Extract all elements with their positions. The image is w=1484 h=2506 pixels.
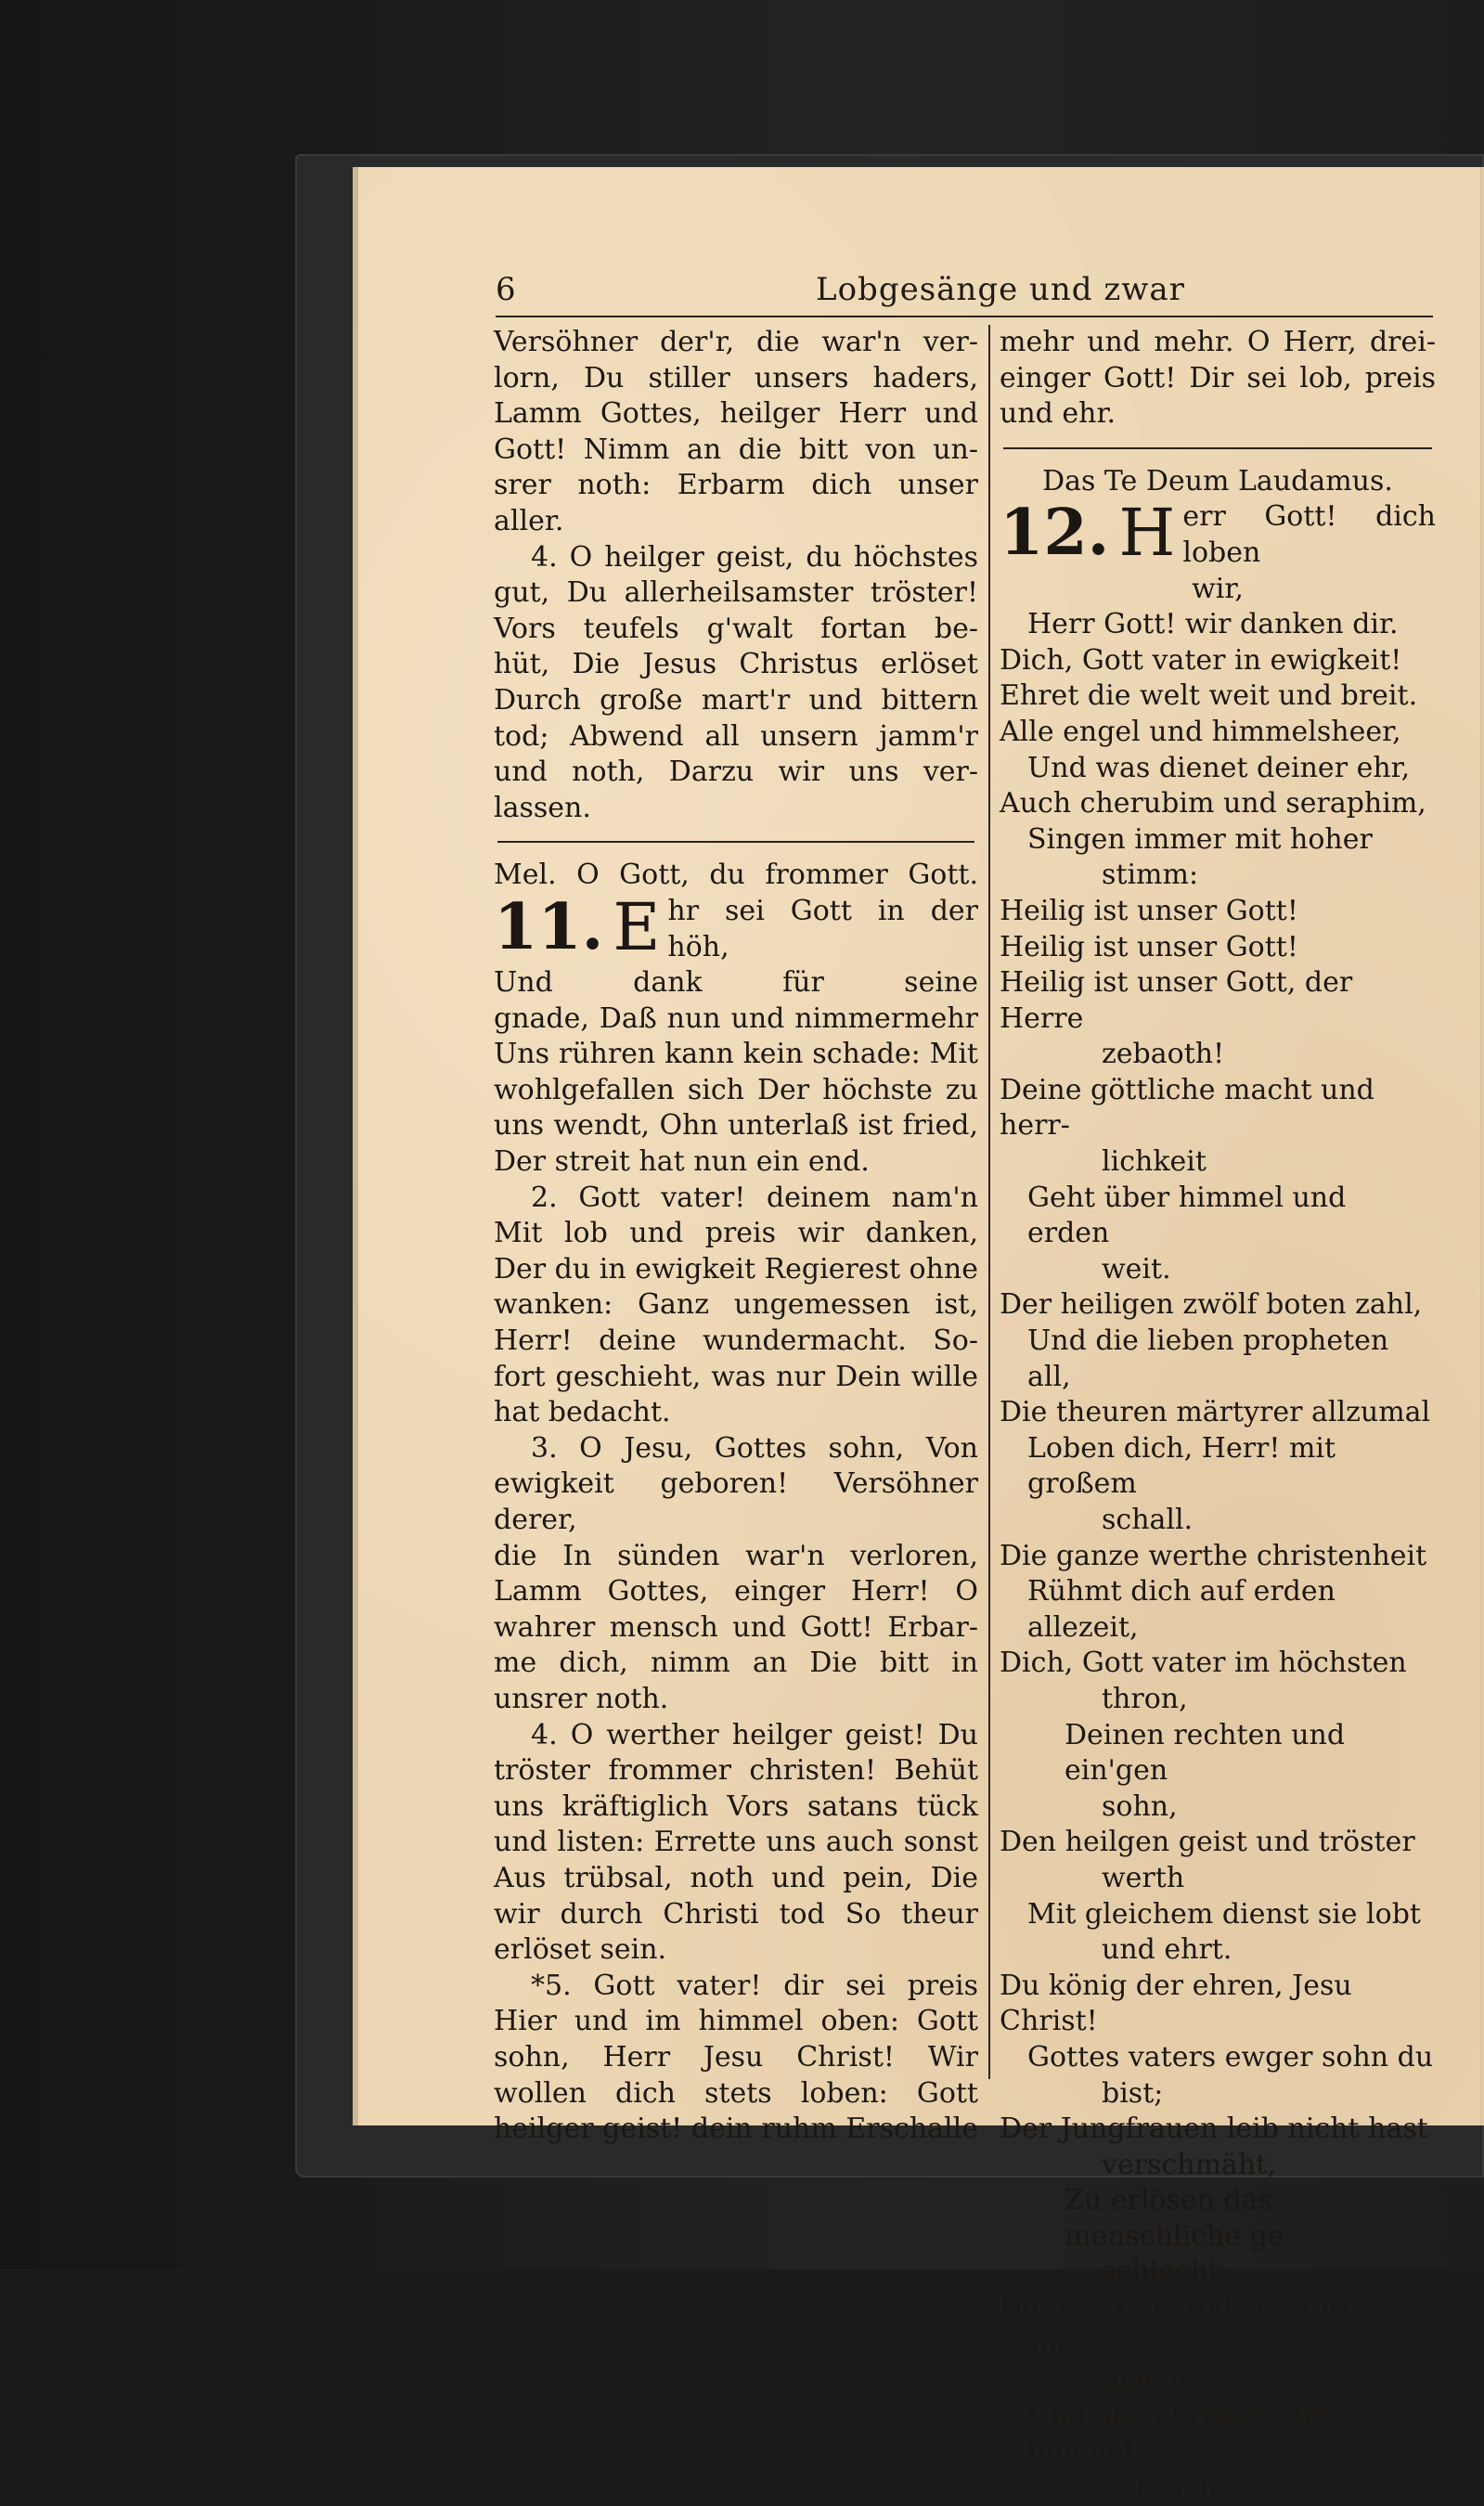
text-line: Der streit hat nun ein end.: [494, 1145, 870, 1179]
text-line: Durch große mart'r und bittern: [494, 683, 978, 717]
text-line: 4. O werther heilger geist! Du: [531, 1718, 978, 1751]
text-line: uns wendt, Ohn unterlaß ist fried,: [494, 1109, 978, 1143]
text-line: Und dank für seine: [494, 966, 978, 1000]
text-line: lorn, Du stiller unsers haders,: [494, 361, 978, 394]
text-line: schlecht;: [1102, 2255, 1230, 2289]
text-line: Heilig ist unser Gott, der Herre: [1000, 966, 1353, 1035]
text-line: sohn, Herr Jesu Christ! Wir: [494, 2040, 978, 2073]
text-line: Lamm Gottes, einger Herr! O: [494, 1575, 978, 1608]
text-line: Der Jungfrauen leib nicht hast: [1000, 2112, 1428, 2146]
text-line: Dich, Gott vater in ewigkeit!: [1000, 643, 1402, 677]
text-line: hüt, Die Jesus Christus erlöset: [494, 648, 978, 681]
text-line: Aus trübsal, noth und pein, Die: [494, 1861, 978, 1894]
text-line: Der heiligen zwölf boten zahl,: [1000, 1288, 1423, 1322]
text-line: die In sünden war'n verloren,: [494, 1539, 978, 1572]
verse-4-prior-hymn: [494, 540, 978, 827]
text-line: Heilig ist unser Gott!: [1000, 930, 1298, 963]
text-line: erlöset sein.: [494, 1933, 667, 1967]
text-line: stimm:: [1102, 859, 1199, 892]
text-line: Und was dienet deiner ehr,: [1027, 751, 1411, 784]
drop-cap-initial: H: [1118, 495, 1176, 572]
text-line: sohn,: [1102, 1789, 1178, 1823]
text-line: Die theuren märtyrer allzumal: [1000, 1396, 1431, 1429]
text-line: gnade, Daß nun und nimmermehr: [494, 1001, 978, 1035]
hymn-11-heading: [494, 888, 978, 1001]
text-line: Versöhner der'r, die war'n ver-: [494, 326, 978, 358]
text-line: heilger geist! dein ruhm Erschalle: [494, 2112, 978, 2146]
text-line: lassen.: [494, 791, 591, 824]
text-line: srer noth: Erbarm dich unser: [494, 469, 978, 502]
text-line: macht,: [1102, 2363, 1199, 2396]
text-line: Mit lob und preis wir danken,: [494, 1217, 978, 1250]
text-line: werth: [1102, 1861, 1185, 1894]
text-line: thron,: [1102, 1682, 1188, 1715]
text-line: Singen immer mit hoher: [1027, 822, 1373, 856]
text-line: Vors teufels g'walt fortan be-: [494, 612, 978, 645]
text-line: Der du in ewigkeit Regierest ohne: [494, 1252, 978, 1285]
text-line: mehr und mehr. O Herr, drei-: [1000, 326, 1436, 358]
text-line: uns kräftiglich Vors satans tück: [494, 1789, 978, 1823]
text-line: wanken: Ganz ungemessen ist,: [494, 1288, 978, 1322]
text-line: tröster frommer christen! Behüt: [494, 1754, 978, 1788]
text-line: und ehr.: [1000, 397, 1116, 431]
text-line: Rühmt dich auf erden allezeit,: [1027, 1575, 1336, 1644]
hymn-11-verse-4: [494, 1718, 978, 1969]
text-line: Und die lieben propheten all,: [1027, 1324, 1389, 1393]
text-line: Herr Gott! wir danken dir.: [1027, 608, 1399, 641]
text-line: Dich, Gott vater im höchsten: [1000, 1647, 1407, 1680]
text-line: 3. O Jesu, Gottes sohn, Von: [531, 1431, 978, 1465]
text-line: und listen: Errette uns auch sonst: [494, 1826, 978, 1859]
text-line: wohlgefallen sich Der höchste zu: [494, 1073, 978, 1106]
text-line: Du hast dem tod zerstört seine: [1000, 2292, 1353, 2360]
text-line: hr sei Gott in der höh,: [667, 894, 978, 963]
running-title: Lobgesänge und zwar: [816, 271, 1185, 308]
text-line: weit.: [1102, 1252, 1171, 1285]
text-line: Heilig ist unser Gott!: [1000, 894, 1298, 927]
text-line: me dich, nimm an Die bitt in: [494, 1647, 978, 1680]
hymn-11-verse-2: [494, 1181, 978, 1431]
left-column: [494, 325, 978, 2148]
text-line: Loben dich, Herr! mit großem: [1027, 1431, 1336, 1501]
text-line: Und alle christen zum himmel: [1027, 2398, 1339, 2468]
text-line: bist;: [1102, 2076, 1164, 2110]
intro-paragraph-right: [1000, 325, 1436, 433]
text-line: *5. Gott vater! dir sei preis: [531, 1969, 978, 2002]
text-line: und ehrt.: [1102, 1933, 1232, 1967]
text-line: Gottes vaters ewger sohn du: [1027, 2040, 1434, 2073]
text-line: Zu erlösen das menschliche ge-: [1065, 2184, 1294, 2253]
page-number: 6: [496, 271, 516, 308]
text-line: err Gott! dich loben: [1182, 500, 1436, 569]
hymn-11-verse-3: [494, 1431, 978, 1718]
text-line: Gott! Nimm an die bitt von un-: [494, 433, 978, 466]
column-divider: [988, 325, 990, 2079]
text-line: Herr! deine wundermacht. So-: [494, 1324, 978, 1358]
text-line: ewigkeit geboren! Versöhner derer,: [494, 1467, 978, 1536]
text-line: aller.: [494, 504, 564, 537]
hymn-12-heading: [1000, 495, 1436, 607]
hymn-number: 12.: [1000, 496, 1110, 571]
text-line: wahrer mensch und Gott! Erbar-: [494, 1610, 978, 1644]
melody-line: Mel. O Gott, du frommer Gott.: [494, 859, 978, 892]
header-rule: [496, 316, 1433, 317]
text-line: Auch cherubim und seraphim,: [1000, 787, 1426, 820]
book-page: [353, 167, 1484, 2504]
text-line: Die ganze werthe christenheit: [1000, 1539, 1427, 1572]
text-line: Den heilgen geist und tröster: [1000, 1826, 1415, 1859]
hymn-11-verse-5: [494, 1969, 978, 2148]
page-edge: [1480, 167, 1484, 2125]
text-line: Du könig der ehren, Jesu Christ!: [1000, 1969, 1352, 2038]
text-line: lichkeit: [1102, 1145, 1207, 1179]
text-line: zebaoth!: [1102, 1038, 1225, 1071]
text-line: wollen dich stets loben: Gott: [494, 2076, 978, 2110]
text-line: wir,: [1192, 572, 1244, 605]
text-line: gut, Du allerheilsamster tröster!: [494, 576, 978, 610]
page-header: [496, 271, 1433, 312]
text-line: Geht über himmel und erden: [1027, 1181, 1347, 1250]
hymn-12-title: Das Te Deum Laudamus.: [1042, 464, 1393, 497]
text-line: Lamm Gottes, heilger Herr und: [494, 397, 978, 431]
text-line: verschmäht,: [1102, 2148, 1276, 2181]
hymn-12-text: [1000, 607, 1436, 2505]
text-line: schall.: [1102, 1504, 1194, 1536]
section-separator: [1003, 447, 1432, 449]
text-line: Alle engel und himmelsheer,: [1000, 715, 1401, 748]
text-line: Hier und im himmel oben: Gott: [494, 2005, 978, 2038]
drop-cap-initial: E: [613, 888, 661, 965]
hymn-number: 11.: [494, 889, 604, 964]
text-line: wir durch Christi tod So theur: [494, 1897, 978, 1931]
text-line: hat bedacht.: [494, 1396, 671, 1429]
text-line: und noth, Darzu wir uns ver-: [494, 756, 978, 789]
text-line: unsrer noth.: [494, 1682, 669, 1715]
text-line: einger Gott! Dir sei lob, preis: [1000, 361, 1436, 394]
text-line: tod; Abwend all unsern jamm'r: [494, 719, 978, 753]
hymn-11-verse-1: [494, 1001, 978, 1181]
text-line: gebracht.: [1102, 2471, 1238, 2504]
text-line: 4. O heilger geist, du höchstes: [531, 540, 978, 574]
text-line: Mit gleichem dienst sie lobt: [1027, 1897, 1421, 1931]
text-line: Deinen rechten und ein'gen: [1065, 1718, 1346, 1788]
text-line: Deine göttliche macht und herr-: [1000, 1073, 1374, 1143]
right-column: [1000, 325, 1436, 2506]
text-line: fort geschieht, was nur Dein wille: [494, 1360, 978, 1393]
section-separator: [497, 841, 974, 843]
intro-paragraph: [494, 325, 978, 540]
text-line: Ehret die welt weit und breit.: [1000, 679, 1418, 713]
text-line: Uns rühren kann kein schade: Mit: [494, 1038, 978, 1071]
text-line: 2. Gott vater! deinem nam'n: [531, 1181, 978, 1214]
